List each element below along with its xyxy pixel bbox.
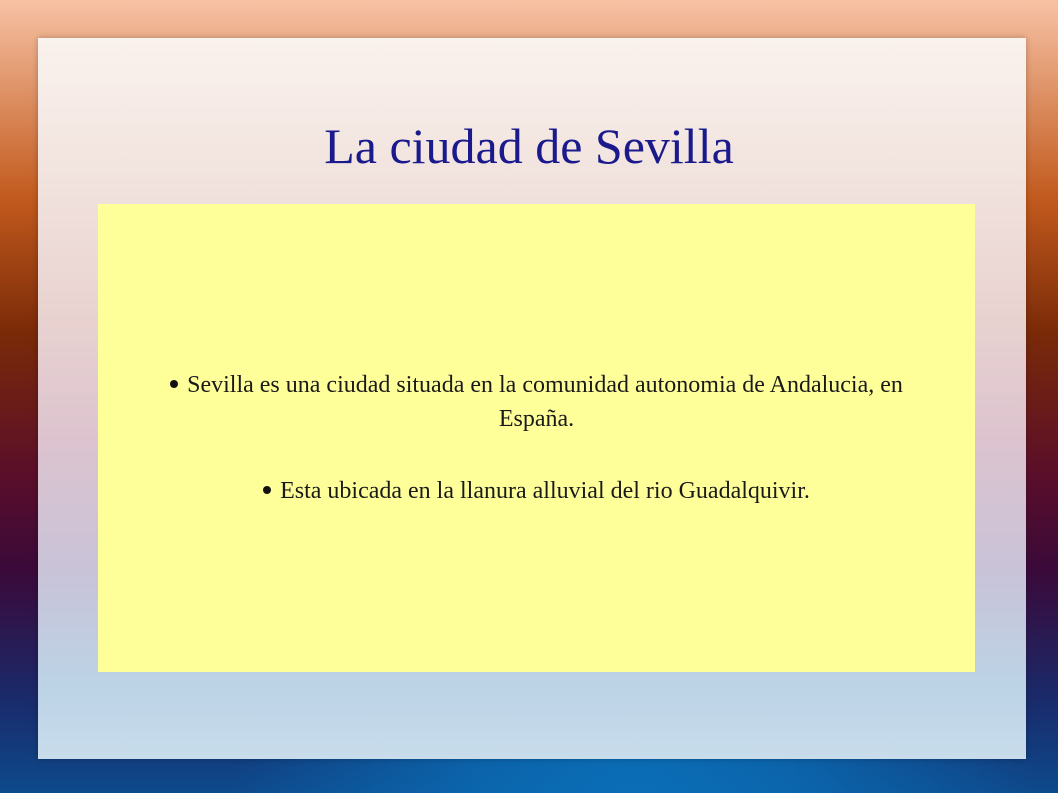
slide-title: La ciudad de Sevilla [324, 118, 734, 174]
bullet-text: Esta ubicada en la llanura alluvial del rio Guadalquivir. [280, 478, 810, 504]
bullet-icon [263, 486, 271, 494]
list-item [138, 368, 935, 436]
list-item [138, 474, 935, 508]
bullet-text: Sevilla es una ciudad situada en la comunidad autonomia de Andalucia, en España. [187, 372, 903, 432]
bullet-list [138, 368, 935, 508]
content-box [98, 204, 975, 672]
bullet-icon [170, 380, 178, 388]
